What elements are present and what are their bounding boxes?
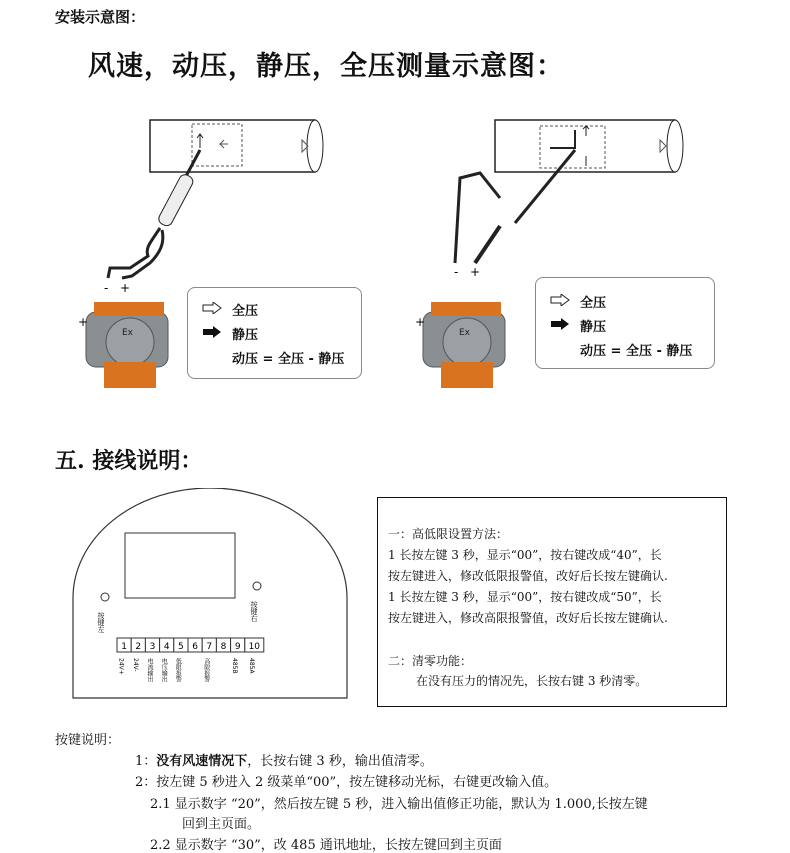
terminal-number-2: 2 <box>135 642 142 652</box>
solid-arrow-icon <box>202 326 224 342</box>
terminal-label-7: 高限报警 <box>202 658 210 682</box>
terminal-number-8: 8 <box>220 642 227 652</box>
ex-label: Ex <box>122 328 134 338</box>
device-top-orange <box>94 302 164 316</box>
device-top-orange <box>431 302 501 316</box>
minus-sign: - <box>104 281 109 295</box>
left-device <box>78 300 183 395</box>
right-minus-sign: - <box>454 265 459 279</box>
hose-plus <box>122 230 163 278</box>
legend-static-label: 静压 <box>232 328 259 343</box>
wiring-board <box>65 488 355 703</box>
legend-total-row <box>550 292 606 311</box>
device-base-orange <box>441 362 493 388</box>
key-item-2-2: 2.2 显示数字 “30”，改 485 通讯地址，长按左键回到主页面 <box>150 838 502 853</box>
ex-label: Ex <box>459 328 471 338</box>
device-plus: + <box>78 315 89 329</box>
legend-box-right <box>535 277 715 369</box>
terminal-label-9: 485B <box>231 658 239 674</box>
instr-line4: 1 长按左键 3 秒，显示“00”，按右键改成“50”，长 <box>388 590 662 604</box>
terminal-label-2: 24V- <box>131 658 139 672</box>
instr-line1: 一：高低限设置方法： <box>388 527 509 541</box>
terminal-label-5: 低限报警 <box>174 658 182 682</box>
legend-box-left <box>187 287 362 379</box>
solid-arrow-icon <box>550 318 572 334</box>
legend-static-row <box>550 316 606 335</box>
key-item-1-bold: 没有风速情况下 <box>156 754 248 769</box>
terminal-label-3: 电流输出 <box>146 658 153 682</box>
legend-static-label: 静压 <box>580 320 607 335</box>
terminal-number-6: 6 <box>192 642 198 652</box>
terminal-number-1: 1 <box>121 642 127 652</box>
legend-total-label: 全压 <box>580 296 607 311</box>
terminal-number-10: 10 <box>248 642 261 652</box>
right-key-icon <box>253 582 261 590</box>
device-base-orange <box>104 362 156 388</box>
right-device <box>415 300 520 395</box>
key-right-label: 按键右 <box>250 601 258 622</box>
key-item-1-prefix: 1： <box>135 754 157 769</box>
device-plus: + <box>415 315 426 329</box>
section5-title: 五. 接线说明： <box>55 448 203 474</box>
instr-line3: 按左键进入，修改低限报警值，改好后长按左键确认. <box>388 569 668 583</box>
key-item-2: 2：按左键 5 秒进入 2 级菜单“00”，按左键移动光标，右键更改输入值。 <box>135 775 558 790</box>
legend-static-row <box>202 324 258 343</box>
legend-formula: 动压 = 全压 - 静压 <box>580 344 693 359</box>
hose-right-plus <box>475 226 500 263</box>
key-item-1 <box>135 750 433 769</box>
probe-handle <box>157 173 195 228</box>
instr-line7: 在没有压力的情况先，长按右键 3 秒清零。 <box>416 674 648 688</box>
terminal-label-10: 485A <box>247 658 255 674</box>
legend-total-row <box>202 300 258 319</box>
plus-sign: + <box>120 281 131 295</box>
terminal-number-9: 9 <box>234 642 241 652</box>
hollow-arrow-icon <box>202 302 224 318</box>
instr-line2: 1 长按左键 3 秒，显示“00”，按右键改成“40”，长 <box>388 548 662 562</box>
right-plus-sign: + <box>470 265 481 279</box>
terminal-number-7: 7 <box>206 642 213 652</box>
left-pipe-diagram <box>90 118 330 303</box>
left-key-icon <box>101 593 109 601</box>
key-left-label: 按键左 <box>97 612 105 633</box>
terminal-label-1: 24V+ <box>117 658 125 675</box>
install-heading: 安装示意图： <box>55 8 146 26</box>
instr-line6: 二：清零功能： <box>388 654 473 668</box>
legend-formula: 动压 = 全压 - 静压 <box>232 352 345 367</box>
keys-title: 按键说明： <box>55 733 121 748</box>
hose-minus <box>108 228 160 278</box>
right-pipe-diagram <box>440 118 690 283</box>
instr-line5: 按左键进入，修改高限报警值，改好后长按左键确认. <box>388 611 668 625</box>
hollow-arrow-icon <box>550 294 572 310</box>
terminal-number-5: 5 <box>178 642 184 652</box>
terminal-label-4: 电压输出 <box>160 658 168 682</box>
instructions-box <box>377 497 727 707</box>
right-pipe-end <box>667 120 683 172</box>
left-pipe-end <box>307 120 323 172</box>
device-lid <box>443 318 491 366</box>
terminal-number-3: 3 <box>149 642 156 652</box>
key-item-2-1-cont: 回到主页面。 <box>182 817 261 832</box>
display-window <box>125 533 235 598</box>
key-item-2-1: 2.1 显示数字 “20”，然后按左键 5 秒，进入输出值修正功能，默认为 1.000,长按左键 <box>150 797 648 812</box>
device-lid <box>106 318 154 366</box>
legend-total-label: 全压 <box>232 304 259 319</box>
key-item-1-rest: ，长按右键 3 秒，输出值清零。 <box>247 754 433 769</box>
terminal-number-4: 4 <box>163 642 170 652</box>
hose-right-minus <box>455 173 500 263</box>
diagram-title: 风速，动压，静压，全压测量示意图： <box>88 51 564 82</box>
